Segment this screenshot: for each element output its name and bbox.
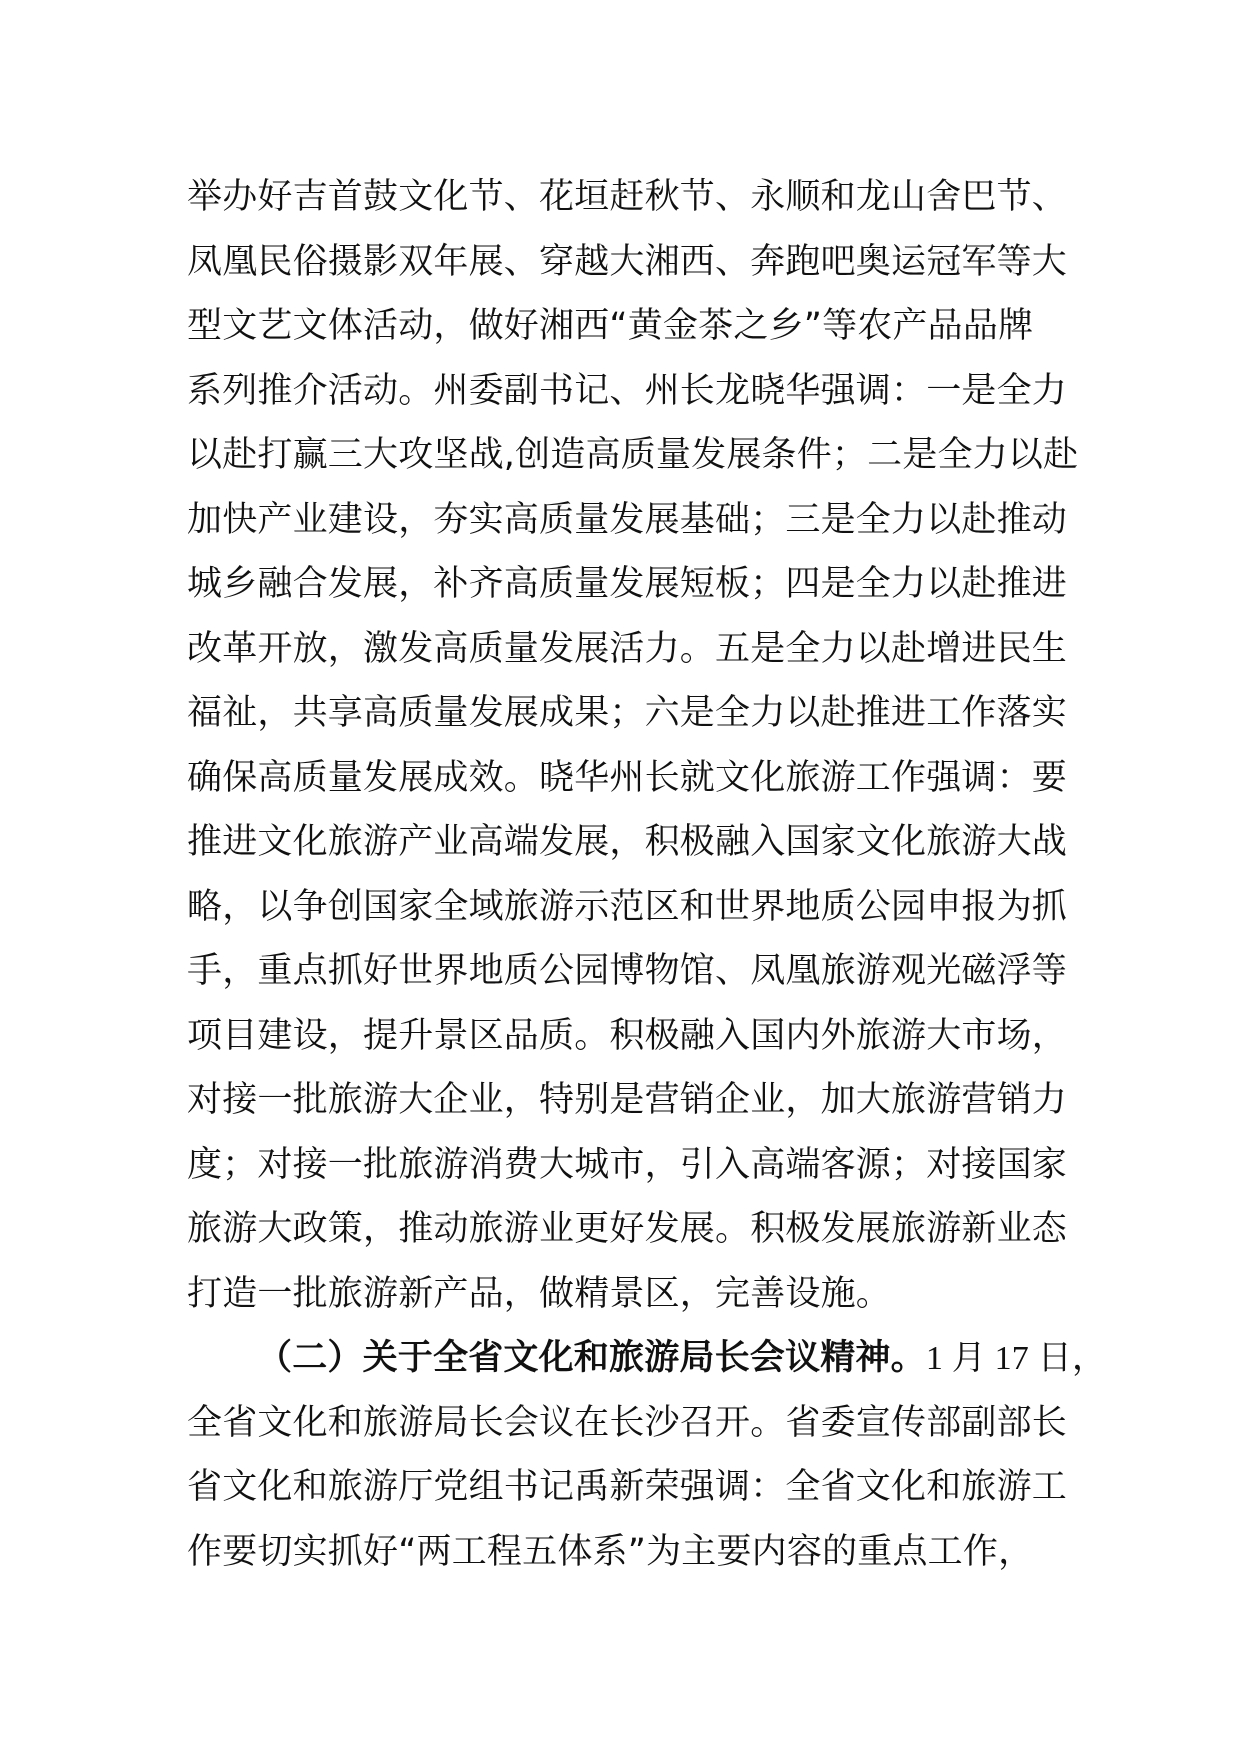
- paragraph-line: 福祉，共享高质量发展成果；六是全力以赴推进工作落实: [187, 693, 1068, 733]
- paragraph-line: 确保高质量发展成效。晓华州长就文化旅游工作强调：要: [187, 757, 1068, 798]
- paragraph-line: 对接一批旅游大企业，特别是营销企业，加大旅游营销力: [187, 1080, 1068, 1120]
- section-date-punctuation: ，: [1071, 1338, 1108, 1378]
- paragraph-line: 略，以争创国家全域旅游示范区和世界地质公园申报为抓: [187, 886, 1068, 927]
- paragraph-line: 度；对接一批旅游消费大城市，引入高端客源；对接国家: [187, 1144, 1068, 1185]
- paragraph-line: 城乡融合发展，补齐高质量发展短板；四是全力以赴推进: [187, 564, 1068, 604]
- paragraph-line: 推进文化旅游产业高端发展，积极融入国家文化旅游大战: [187, 822, 1068, 862]
- document-body: [187, 165, 1108, 1584]
- paragraph-line: 打造一批旅游新产品，做精景区，完善设施。: [187, 1273, 892, 1314]
- paragraph-line: 手，重点抓好世界地质公园博物馆、凤凰旅游观光磁浮等: [187, 951, 1068, 991]
- paragraph-line: 凤凰民俗摄影双年展、穿越大湘西、奔跑吧奥运冠军等大: [187, 241, 1068, 282]
- paragraph-line: 项目建设，提升景区品质。积极融入国内外旅游大市场，: [187, 1015, 1068, 1056]
- section-date: 1 月 17 日: [925, 1340, 1072, 1377]
- paragraph-line: 系列推介活动。州委副书记、州长龙晓华强调：一是全力: [187, 370, 1068, 411]
- paragraph-line: 改革开放，激发高质量发展活力。五是全力以赴增进民生: [187, 628, 1068, 669]
- paragraph-line: 旅游大政策，推动旅游业更好发展。积极发展旅游新业态: [187, 1209, 1068, 1249]
- paragraph-line: 加快产业建设，夯实高质量发展基础；三是全力以赴推动: [187, 499, 1068, 540]
- section-heading: （二）关于全省文化和旅游局长会议精神。: [257, 1338, 926, 1378]
- paragraph-line: 省文化和旅游厅党组书记禹新荣强调：全省文化和旅游工: [187, 1467, 1068, 1507]
- paragraph-line: 举办好吉首鼓文化节、花垣赶秋节、永顺和龙山舍巴节、: [187, 177, 1068, 217]
- paragraph-line: 型文艺文体活动，做好湘西“黄金茶之乡”等农产品品牌: [187, 306, 1034, 346]
- paragraph-line: 全省文化和旅游局长会议在长沙召开。省委宣传部副部长: [187, 1402, 1068, 1443]
- paragraph-line: 以赴打赢三大攻坚战,创造高质量发展条件；二是全力以赴: [187, 435, 1079, 475]
- paragraph-line: 作要切实抓好“两工程五体系”为主要内容的重点工作，: [187, 1531, 1034, 1572]
- section-heading-line: [187, 1326, 1108, 1391]
